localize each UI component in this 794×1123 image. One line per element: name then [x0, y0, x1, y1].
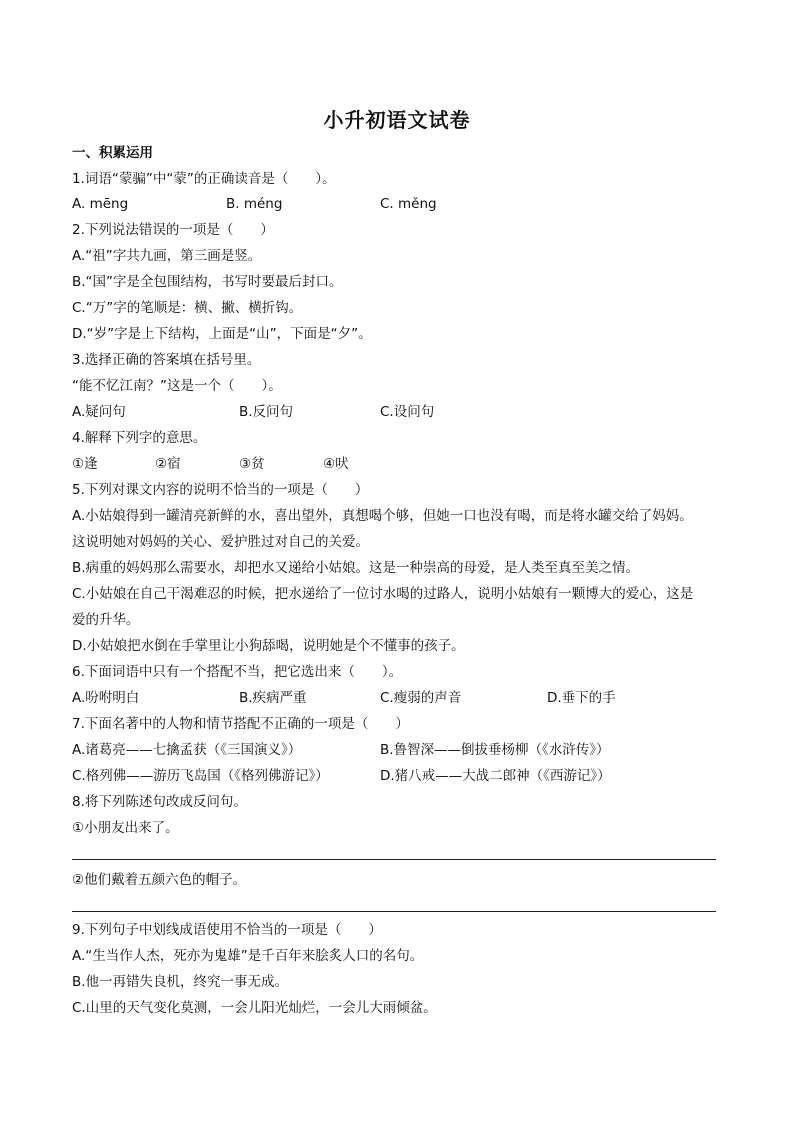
- question-5-line: 爱的升华。: [72, 612, 140, 628]
- question-3-option-b: B.反问句: [239, 404, 294, 420]
- question-5-stem: 5.下列对课文内容的说明不恰当的一项是（ ）: [72, 482, 369, 498]
- question-7-stem: 7.下面名著中的人物和情节搭配不正确的一项是（ ）: [72, 716, 409, 732]
- question-5-line: 这说明她对妈妈的关心、爱护胜过对自己的关爱。: [72, 534, 369, 550]
- question-1-option-a: A. mēng: [72, 196, 129, 212]
- question-7-option-b: B.鲁智深——倒拔垂杨柳（《水浒传》）: [380, 742, 610, 758]
- question-6-option-c: C.瘦弱的声音: [380, 690, 462, 706]
- question-9-option-c: C.山里的天气变化莫测，一会儿阳光灿烂，一会儿大雨倾盆。: [72, 1000, 437, 1016]
- question-7-option-d: D.猪八戒——大战二郎神（《西游记》）: [380, 768, 611, 784]
- question-2-option-a: A.“祖”字共九画，第三画是竖。: [72, 248, 262, 264]
- question-4-item-1: ①逢: [72, 456, 98, 472]
- question-8-stem: 8.将下列陈述句改成反问句。: [72, 794, 247, 810]
- question-4-stem: 4.解释下列字的意思。: [72, 430, 207, 446]
- question-9-option-a: A.“生当作人杰，死亦为鬼雄”是千百年来脍炙人口的名句。: [72, 948, 424, 964]
- question-7-option-a: A.诸葛亮——七擒孟获（《三国演义》）: [72, 742, 302, 758]
- question-3-sentence: “能不忆江南？”这是一个（ ）。: [72, 378, 282, 394]
- answer-line-1[interactable]: [72, 859, 716, 860]
- exam-title: 小升初语文试卷: [323, 108, 471, 132]
- question-6-stem: 6.下面词语中只有一个搭配不当，把它选出来（ ）。: [72, 664, 403, 680]
- question-5-line: D.小姑娘把水倒在手掌里让小狗舔喝，说明她是个不懂事的孩子。: [72, 638, 465, 654]
- question-6-option-d: D.垂下的手: [547, 690, 616, 706]
- question-8-item-1: ①小朋友出来了。: [72, 820, 179, 836]
- question-2-option-b: B.“国”字是全包围结构，书写时要最后封口。: [72, 274, 343, 290]
- question-2-option-d: D.“岁”字是上下结构，上面是“山”，下面是“夕”。: [72, 326, 372, 342]
- question-1-stem: 1.词语“蒙骗”中“蒙”的正确读音是（ ）。: [72, 171, 336, 187]
- question-6-option-b: B.疾病严重: [239, 690, 307, 706]
- question-3-stem: 3.选择正确的答案填在括号里。: [72, 352, 261, 368]
- question-8-item-2: ②他们戴着五颜六色的帽子。: [72, 872, 247, 888]
- question-4-item-4: ④吠: [323, 456, 349, 472]
- question-2-option-c: C.“万”字的笔顺是：横、撇、横折钩。: [72, 300, 303, 316]
- question-9-stem: 9.下列句子中划线成语使用不恰当的一项是（ ）: [72, 922, 382, 938]
- question-5-line: C.小姑娘在自己干渴难忍的时候，把水递给了一位讨水喝的过路人，说明小姑娘有一颗博大的爱心，这是: [72, 586, 694, 602]
- question-2-stem: 2.下列说法错误的一项是（ ）: [72, 222, 274, 238]
- question-3-option-c: C.设问句: [380, 404, 435, 420]
- question-5-line: A.小姑娘得到一罐清亮新鲜的水，喜出望外，真想喝个够，但她一口也没有喝，而是将水罐交给了妈妈。: [72, 508, 693, 524]
- question-7-option-c: C.格列佛——游历飞岛国（《格列佛游记》）: [72, 768, 329, 784]
- section-heading: 一、积累运用: [72, 145, 153, 161]
- question-1-option-c: C. měng: [380, 196, 437, 212]
- question-6-option-a: A.吩咐明白: [72, 690, 140, 706]
- question-3-option-a: A.疑问句: [72, 404, 126, 420]
- question-4-item-3: ③贫: [239, 456, 265, 472]
- question-5-line: B.病重的妈妈那么需要水，却把水又递给小姑娘。这是一种崇高的母爱，是人类至真至美之情。: [72, 560, 640, 576]
- question-9-option-b: B.他一再错失良机，终究一事无成。: [72, 974, 289, 990]
- answer-line-2[interactable]: [72, 911, 716, 912]
- question-4-item-2: ②宿: [155, 456, 181, 472]
- question-1-option-b: B. méng: [226, 196, 283, 212]
